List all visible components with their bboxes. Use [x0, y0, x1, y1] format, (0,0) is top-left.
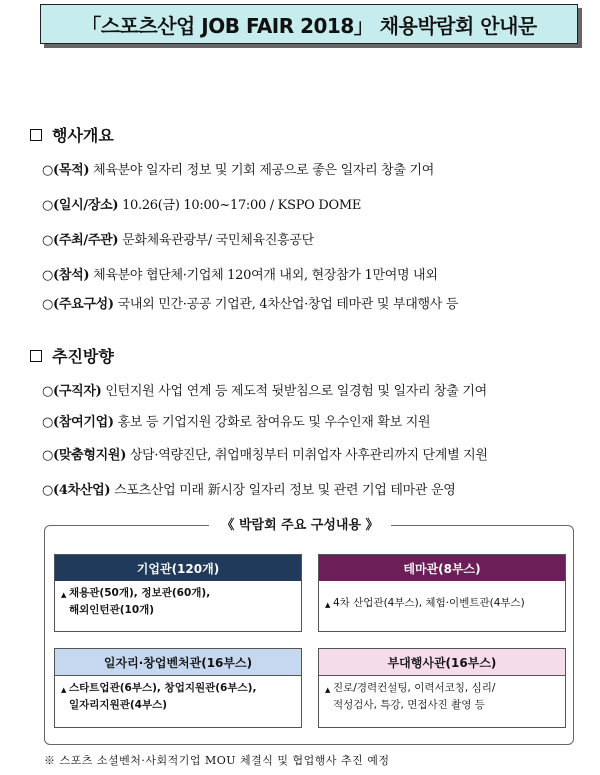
- list-item: ○(4차산업) 스포츠산업 미래 新시장 일자리 정보 및 관련 기업 테마관 운영: [42, 483, 456, 498]
- card-jobs-startup-hall: [54, 648, 302, 728]
- card-body: ▲ 채용관(50개), 정보관(60개), 해외인턴관(10개): [61, 587, 211, 616]
- card-theme-hall: [318, 554, 566, 632]
- circle-bullet-icon: ○: [42, 233, 54, 248]
- list-item: ○(참석) 체육분야 협단체·기업체 120여개 내외, 현장참가 1만여명 내외: [42, 268, 438, 283]
- checkbox-square-icon: [30, 350, 42, 362]
- circle-bullet-icon: ○: [42, 268, 54, 283]
- circle-bullet-icon: ○: [42, 483, 54, 498]
- list-item: ○(목적) 체육분야 일자리 정보 및 기회 제공으로 좋은 일자리 창출 기여: [42, 163, 435, 178]
- composition-title: 《 박람회 주요 구성내용 》: [0, 514, 600, 533]
- circle-bullet-icon: ○: [42, 448, 54, 463]
- triangle-bullet-icon: ▲: [61, 591, 67, 599]
- list-item: ○(참여기업) 홍보 등 기업지원 강화로 참여유도 및 우수인재 확보 지원: [42, 415, 431, 430]
- section-heading-overview: [30, 123, 114, 146]
- list-item: ○(주요구성) 국내외 민간·공공 기업관, 4차산업·창업 테마관 및 부대행사 등: [42, 297, 459, 312]
- card-body: ▲ 진로/경력컨설팅, 이력서코칭, 심리/ 적성검사, 특강, 면접사진 촬영 등: [325, 682, 496, 711]
- checkbox-square-icon: [30, 129, 42, 141]
- triangle-bullet-icon: ▲: [325, 601, 331, 609]
- card-side-events-hall: [318, 648, 566, 728]
- circle-bullet-icon: ○: [42, 297, 54, 312]
- list-item: ○(일시/장소) 10.26(금) 10:00~17:00 / KSPO DOME: [42, 198, 362, 213]
- card-header: 기업관(120개): [55, 555, 301, 581]
- circle-bullet-icon: ○: [42, 198, 54, 213]
- card-header: 테마관(8부스): [319, 555, 565, 581]
- card-company-hall: [54, 554, 302, 632]
- title-banner: [40, 4, 578, 44]
- page-title: 「스포츠산업 JOB FAIR 2018」 채용박람회 안내문: [81, 13, 537, 38]
- card-body: ▲ 4차 산업관(4부스), 체험·이벤트관(4부스): [319, 581, 565, 616]
- footnote: ※ 스포츠 소셜벤처·사회적기업 MOU 체결식 및 협업행사 추진 예정: [44, 754, 390, 767]
- circle-bullet-icon: ○: [42, 415, 54, 430]
- section-heading-direction: [30, 344, 114, 367]
- circle-bullet-icon: ○: [42, 163, 54, 178]
- list-item: ○(주최/주관) 문화체육관광부/ 국민체육진흥공단: [42, 233, 314, 248]
- list-item: ○(구직자) 인턴지원 사업 연계 등 제도적 뒷받침으로 일경험 및 일자리 창출 기여: [42, 384, 487, 399]
- card-header: 일자리·창업벤처관(16부스): [55, 649, 301, 676]
- triangle-bullet-icon: ▲: [325, 686, 331, 694]
- triangle-bullet-icon: ▲: [61, 686, 67, 694]
- circle-bullet-icon: ○: [42, 384, 54, 399]
- section-title: 추진방향: [52, 347, 114, 366]
- list-item: ○(맞춤형지원) 상담·역량진단, 취업매칭부터 미취업자 사후관리까지 단계별 지원: [42, 448, 488, 463]
- card-header: 부대행사관(16부스): [319, 649, 565, 676]
- card-body: ▲ 스타트업관(6부스), 창업지원관(6부스), 일자리지원관(4부스): [61, 682, 257, 711]
- section-title: 행사개요: [52, 126, 114, 145]
